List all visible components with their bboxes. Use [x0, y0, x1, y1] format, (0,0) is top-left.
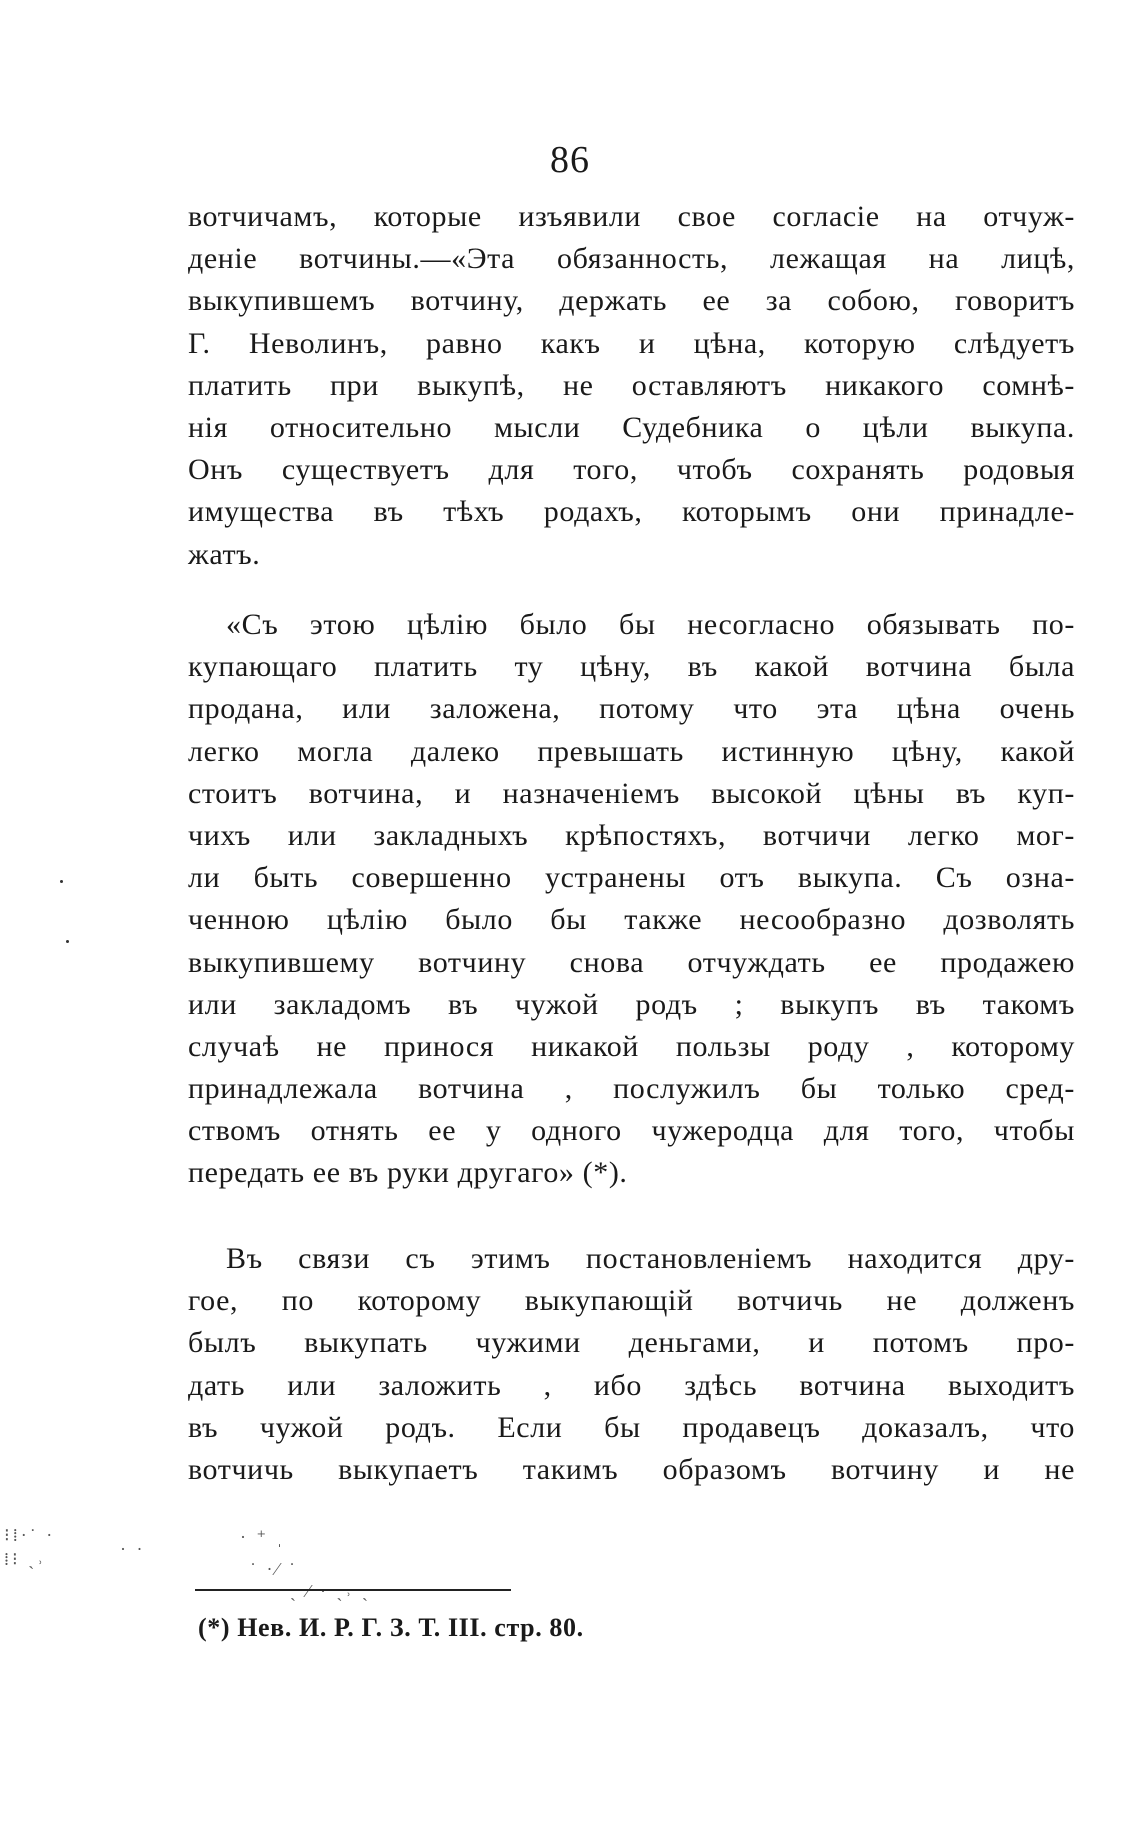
text-line: Г. Неволинъ, равно какъ и цѣна, которую слѣдуетъ — [188, 326, 1075, 360]
text-line: дать или заложить , ибо здѣсь вотчина выходитъ — [188, 1368, 1075, 1402]
text-line: платить при выкупѣ, не оставляютъ никакого сомнѣ- — [188, 368, 1075, 402]
text-line: вотчичь выкупаетъ такимъ образомъ вотчину и не — [188, 1452, 1075, 1486]
text-line: выкупившему вотчину снова отчуждать ее продажею — [188, 945, 1075, 979]
scan-specks: ˙ ·⁄ ˙ — [250, 1559, 298, 1579]
text-line: «Съ этою цѣлію было бы несогласно обязывать по- — [226, 608, 1075, 641]
text-line: въ чужой родъ. Если бы продавецъ доказалъ, что — [188, 1410, 1075, 1444]
text-line: стоитъ вотчина, и назначеніемъ высокой цѣны въ куп- — [188, 776, 1075, 810]
text-line: нія относительно мысли Судебника о цѣли выкупа. — [188, 410, 1075, 444]
text-line: Онъ существуетъ для того, чтобъ сохранять родовыя — [188, 453, 1075, 487]
text-line: имущества въ тѣхъ родахъ, которымъ они принадле- — [188, 495, 1075, 529]
text-line: случаѣ не принося никакой пользы роду , которому — [188, 1029, 1075, 1063]
text-line: чихъ или закладныхъ крѣпостяхъ, вотчичи легко мог- — [188, 818, 1075, 852]
text-line: былъ выкупать чужими деньгами, и потомъ про- — [188, 1326, 1075, 1360]
footnote: (*) Нев. И. Р. Г. З. Т. III. стр. 80. — [198, 1613, 584, 1642]
margin-speck — [60, 880, 63, 883]
text-line: продана, или заложена, потому что эта цѣна очень — [188, 692, 1075, 726]
text-line: ствомъ отнять ее у одного чужеродца для того, чтобы — [188, 1114, 1075, 1148]
text-line: гое, по которому выкупающій вотчичь не долженъ — [188, 1284, 1075, 1318]
text-line: ченною цѣлію было бы также несообразно дозволять — [188, 903, 1075, 937]
paragraph-1 — [188, 196, 1075, 576]
text-line: Въ связи съ этимъ постановленіемъ находится дру- — [226, 1242, 1075, 1275]
scan-specks: ˏ ⁄ · ˏ˒ ˏ — [290, 1581, 371, 1601]
paragraph-2 — [188, 604, 1075, 1195]
page-number: 86 — [550, 139, 590, 181]
text-line: ли быть совершенно устранены отъ выкупа. Съ озна- — [188, 861, 1075, 895]
footnote-divider — [195, 1589, 511, 1591]
text-line: деніе вотчины.—«Эта обязанность, лежащая на лицѣ, — [188, 242, 1075, 276]
text-line: купающаго платить ту цѣну, въ какой вотчина была — [188, 650, 1075, 684]
text-line: вотчичамъ, которые изъявили свое согласіе на отчуж- — [188, 200, 1075, 233]
text-line: жатъ. — [188, 537, 261, 571]
text-line: выкупившемъ вотчину, держать ее за собою, говоритъ — [188, 284, 1075, 318]
scan-specks: · · — [120, 1539, 146, 1559]
text-line: или закладомъ въ чужой родъ ; выкупъ въ такомъ — [188, 987, 1075, 1021]
text-line: принадлежала вотчина , послужилъ бы только сред- — [188, 1072, 1075, 1106]
text-line: передать ее въ руки другаго» (*). — [188, 1156, 628, 1190]
margin-speck — [66, 940, 69, 943]
paragraph-3 — [188, 1238, 1075, 1491]
scan-specks: ⁞⁝ ˏ˒ — [4, 1549, 47, 1569]
scan-specks: · ⁺ ˌ — [240, 1527, 286, 1547]
text-line: легко могла далеко превышать истинную цѣну, какой — [188, 734, 1075, 768]
scan-specks: ⁝⁞·˙ · — [4, 1525, 56, 1545]
